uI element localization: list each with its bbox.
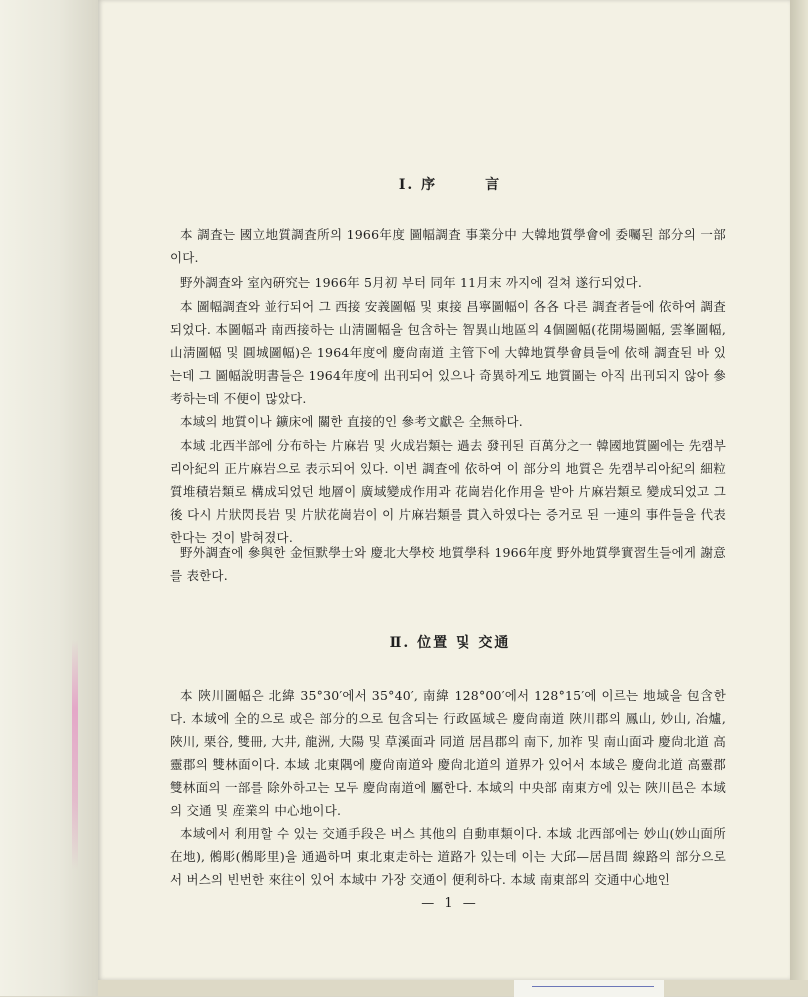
paragraph: 野外調査와 室內硏究는 1966年 5月初 부터 同年 11月末 까지에 걸쳐 遂行되었다. [180, 275, 643, 290]
paragraph: 野外調査에 參與한 金恒默學士와 慶北大學校 地質學科 1966年度 野外地質學實習生들에게 謝意를 表한다. [170, 545, 726, 583]
section-1-title: Ⅰ. 序 言 [398, 177, 502, 193]
paragraph: 本域에서 利用할 수 있는 交通手段은 버스 其他의 自動車類이다. 本域 北西部에는 妙山(妙山面所在地), 鵂彫(鵂彫里)을 通過하며 東北東走하는 道路가 있는데 이는 大邱—居昌間 線路의 部分으로서 버스의 빈번한 來往이 있어 本域中 가장 交通이 便利하다. 本域 南東部의 交通中心地인 [170, 826, 726, 887]
page-bottom-strip [98, 980, 808, 996]
document-page [98, 0, 790, 980]
paragraph: 本 調査는 國立地質調査所의 1966年度 圖幅調査 事業分中 大韓地質學會에 委囑된 部分의 一部이다. [170, 227, 726, 265]
binding-mark [72, 640, 78, 870]
paragraph: 本域 北西半部에 分布하는 片麻岩 및 火成岩類는 過去 發刊된 百萬分之一 韓國地質圖에는 先캠부리아紀의 正片麻岩으로 表示되어 있다. 이번 調査에 依하여 이 部分의 地質은 先캠부리아紀의 細粒質堆積岩類로 構成되었던 地層이 廣域變成作用과 花崗岩化作用을 받아 片麻岩類로 變成되었고 그 後 다시 片狀閃長岩 및 片狀花崗岩이 이 片麻岩類를 貫入하였다는 증거로 된 一連의 事件들을 代表한다는 것이 밝혀졌다. [170, 438, 726, 545]
page-edge [790, 0, 808, 996]
paragraph: 本 圖幅調査와 並行되어 그 西接 安義圖幅 및 東接 昌寧圖幅이 各各 다른 調査者들에 依하여 調査되었다. 本圖幅과 南西接하는 山淸圖幅을 包含하는 智異山地區의 4個圖幅(花開場圖幅, 雲峯圖幅, 山淸圖幅 및 圓城圖幅)은 1964年度에 慶尙南道 主管下에 大韓地質學會員들에 依해 調査된 바 있는데 그 圖幅說明書들은 1964年度에 出刊되어 있으나 奇異하게도 地質圖는 아직 出刊되지 않아 參考하는데 不便이 많았다. [170, 299, 726, 406]
paragraph: 本 陜川圖幅은 北緯 35°30′에서 35°40′, 南緯 128°00′에서 128°15′에 이르는 地域을 包含한다. 本域에 全的으로 或은 部分的으로 包含되는 行政區域은 慶尙南道 陜川郡의 鳳山, 妙山, 冶爐, 陜川, 栗谷, 雙冊, 大井, 龍洲, 大陽 및 草溪面과 同道 居昌郡의 南下, 加祚 및 南山面과 慶尙北道 高靈郡의 雙林面이다. 本域 北東隅에 慶尙南道와 慶尙北道의 道界가 있어서 本域은 慶尙北道 高靈郡 雙林面의 一部를 除外하고는 모두 慶尙南道에 屬한다. 本域의 中央部 南東方에 있는 陜川邑은 本域의 交通 및 産業의 中心地이다. [170, 688, 726, 818]
binding-area [0, 0, 98, 996]
paragraph: 本域의 地質이나 鑛床에 關한 直接的인 參考文獻은 全無하다. [180, 414, 523, 429]
library-label-tag [514, 978, 664, 997]
section-2-title: Ⅱ. 位置 및 交通 [389, 635, 511, 651]
page-number: — 1 — [421, 896, 479, 911]
label-tag-line [532, 986, 654, 987]
